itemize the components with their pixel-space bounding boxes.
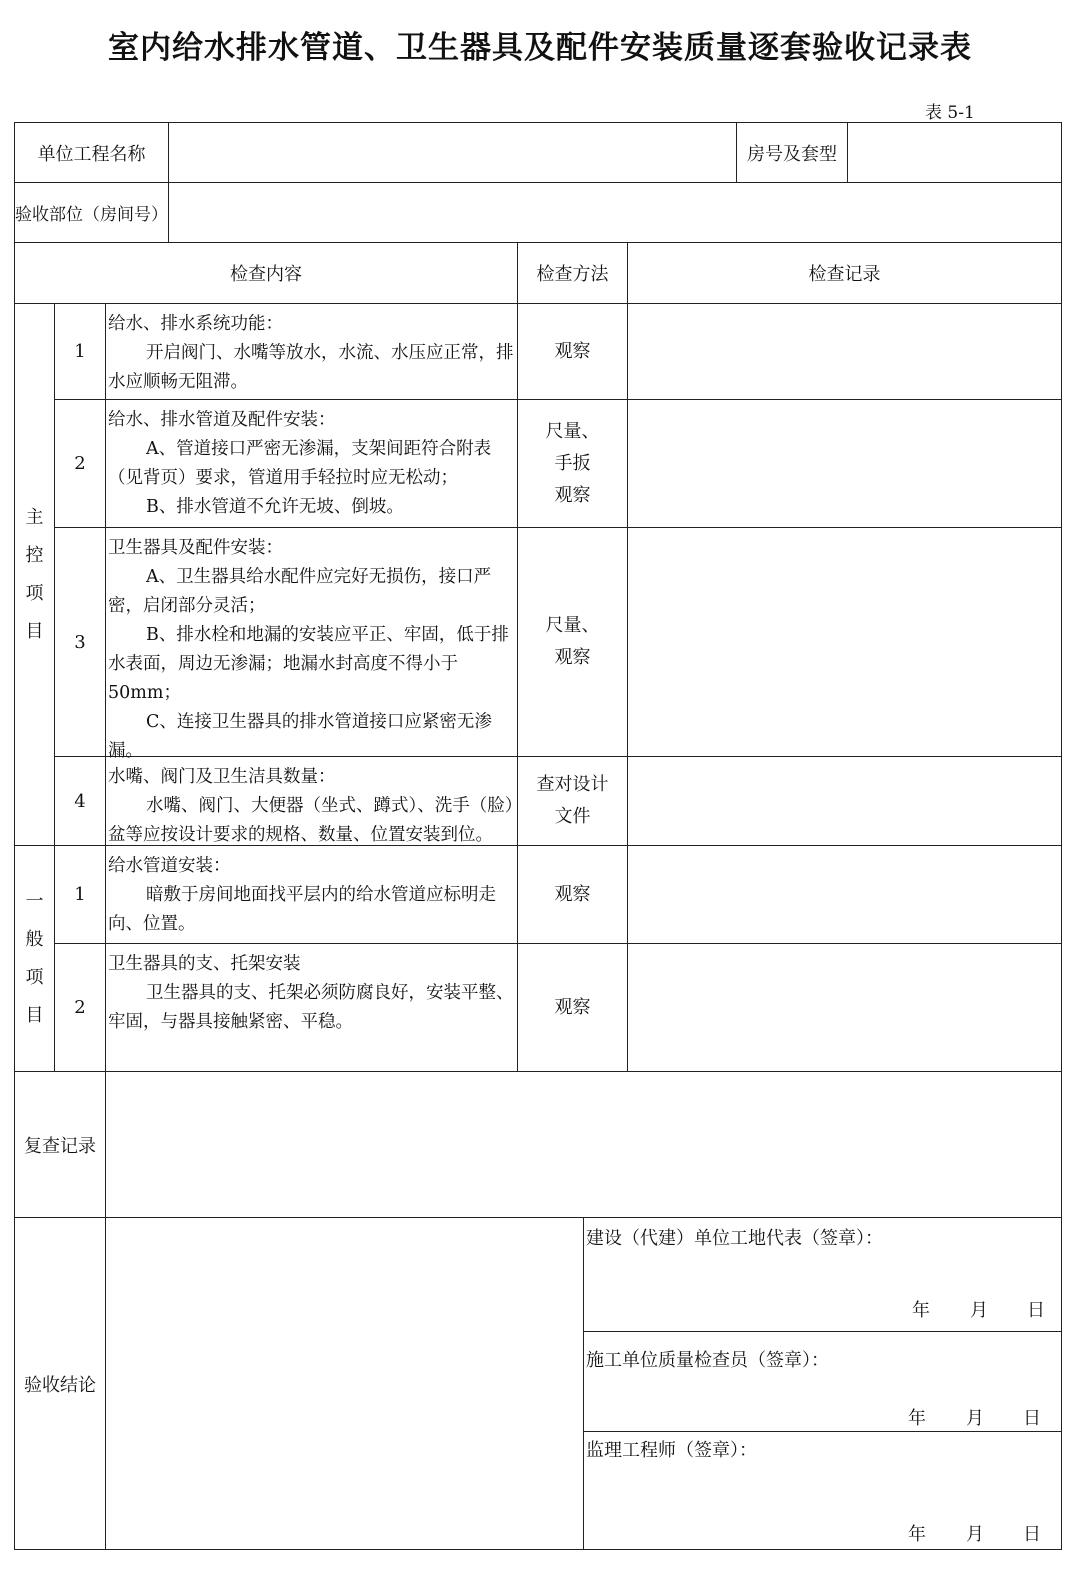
item-content: 卫生器具及配件安装： A、卫生器具给水配件应完好无损伤，接口严密，启闭部分灵活； B、排水栓和地漏的安装应平正、牢固，低于排水表面，周边无渗漏；地漏水封高度不得小于50mm； C、连接卫生器具的排水管道接口应紧密无渗漏。	[105, 528, 517, 757]
conclusion-field[interactable]	[105, 1218, 583, 1550]
col-header-record: 检查记录	[627, 243, 1062, 304]
item-number: 4	[54, 757, 105, 846]
item-content: 给水、排水系统功能： 开启阀门、水嘴等放水，水流、水压应正常，排水应顺畅无阻滞。	[105, 304, 517, 400]
item-number: 2	[54, 400, 105, 528]
date-month: 月	[966, 1524, 984, 1545]
room-type-label: 房号及套型	[736, 122, 847, 183]
review-record-label: 复查记录	[14, 1072, 105, 1218]
item-content: 卫生器具的支、托架安装 卫生器具的支、托架必须防腐良好，安装平整、牢固，与器具接触紧密、平稳。	[105, 944, 517, 1072]
item-number: 1	[54, 304, 105, 400]
location-field[interactable]	[168, 183, 1062, 243]
item-number: 1	[54, 846, 105, 944]
item-number: 2	[54, 944, 105, 1072]
date-year: 年	[908, 1408, 926, 1429]
item-method: 观察	[517, 944, 627, 1072]
signature-label: 施工单位质量检查员（签章）：	[586, 1350, 829, 1371]
item-method: 查对设计 文件	[517, 757, 627, 846]
conclusion-label: 验收结论	[14, 1218, 105, 1550]
col-header-method: 检查方法	[517, 243, 627, 304]
signature-label: 建设（代建）单位工地代表（签章）：	[586, 1228, 883, 1249]
item-content: 给水管道安装： 暗敷于房间地面找平层内的给水管道应标明走向、位置。	[105, 846, 517, 944]
location-label: 验收部位（房间号）	[14, 183, 168, 243]
item-record-field[interactable]	[627, 757, 1062, 846]
review-record-field[interactable]	[105, 1072, 1062, 1218]
signature-label: 监理工程师（签章）：	[586, 1440, 757, 1461]
signature-block-owner[interactable]	[583, 1218, 1062, 1332]
general-items-group-label: 一 般 项 目	[14, 846, 54, 1072]
date-day: 日	[1027, 1300, 1045, 1321]
item-record-field[interactable]	[627, 304, 1062, 400]
item-method: 尺量、 观察	[517, 528, 627, 757]
item-record-field[interactable]	[627, 400, 1062, 528]
project-name-field[interactable]	[168, 122, 736, 183]
date-day: 日	[1023, 1524, 1041, 1545]
item-method: 观察	[517, 846, 627, 944]
date-day: 日	[1023, 1408, 1041, 1429]
item-number: 3	[54, 528, 105, 757]
room-type-field[interactable]	[847, 122, 1062, 183]
date-month: 月	[970, 1300, 988, 1321]
date-year: 年	[908, 1524, 926, 1545]
signature-block-contractor[interactable]	[583, 1332, 1062, 1432]
item-content: 给水、排水管道及配件安装： A、管道接口严密无渗漏，支架间距符合附表（见背页）要求，管道用手轻拉时应无松动； B、排水管道不允许无坡、倒坡。	[105, 400, 517, 528]
page-title: 室内给水排水管道、卫生器具及配件安装质量逐套验收记录表	[108, 30, 972, 66]
item-record-field[interactable]	[627, 944, 1062, 1072]
date-month: 月	[966, 1408, 984, 1429]
date-year: 年	[912, 1300, 930, 1321]
signature-block-supervisor[interactable]	[583, 1432, 1062, 1550]
col-header-content: 检查内容	[14, 243, 517, 304]
project-name-label: 单位工程名称	[14, 122, 168, 183]
table-number: 表 5-1	[925, 103, 975, 123]
item-record-field[interactable]	[627, 528, 1062, 757]
main-items-group-label: 主 控 项 目	[14, 304, 54, 846]
item-content: 水嘴、阀门及卫生洁具数量： 水嘴、阀门、大便器（坐式、蹲式）、洗手（脸）盆等应按设计要求的规格、数量、位置安装到位。	[105, 757, 517, 846]
item-method: 尺量、 手扳 观察	[517, 400, 627, 528]
item-method: 观察	[517, 304, 627, 400]
item-record-field[interactable]	[627, 846, 1062, 944]
